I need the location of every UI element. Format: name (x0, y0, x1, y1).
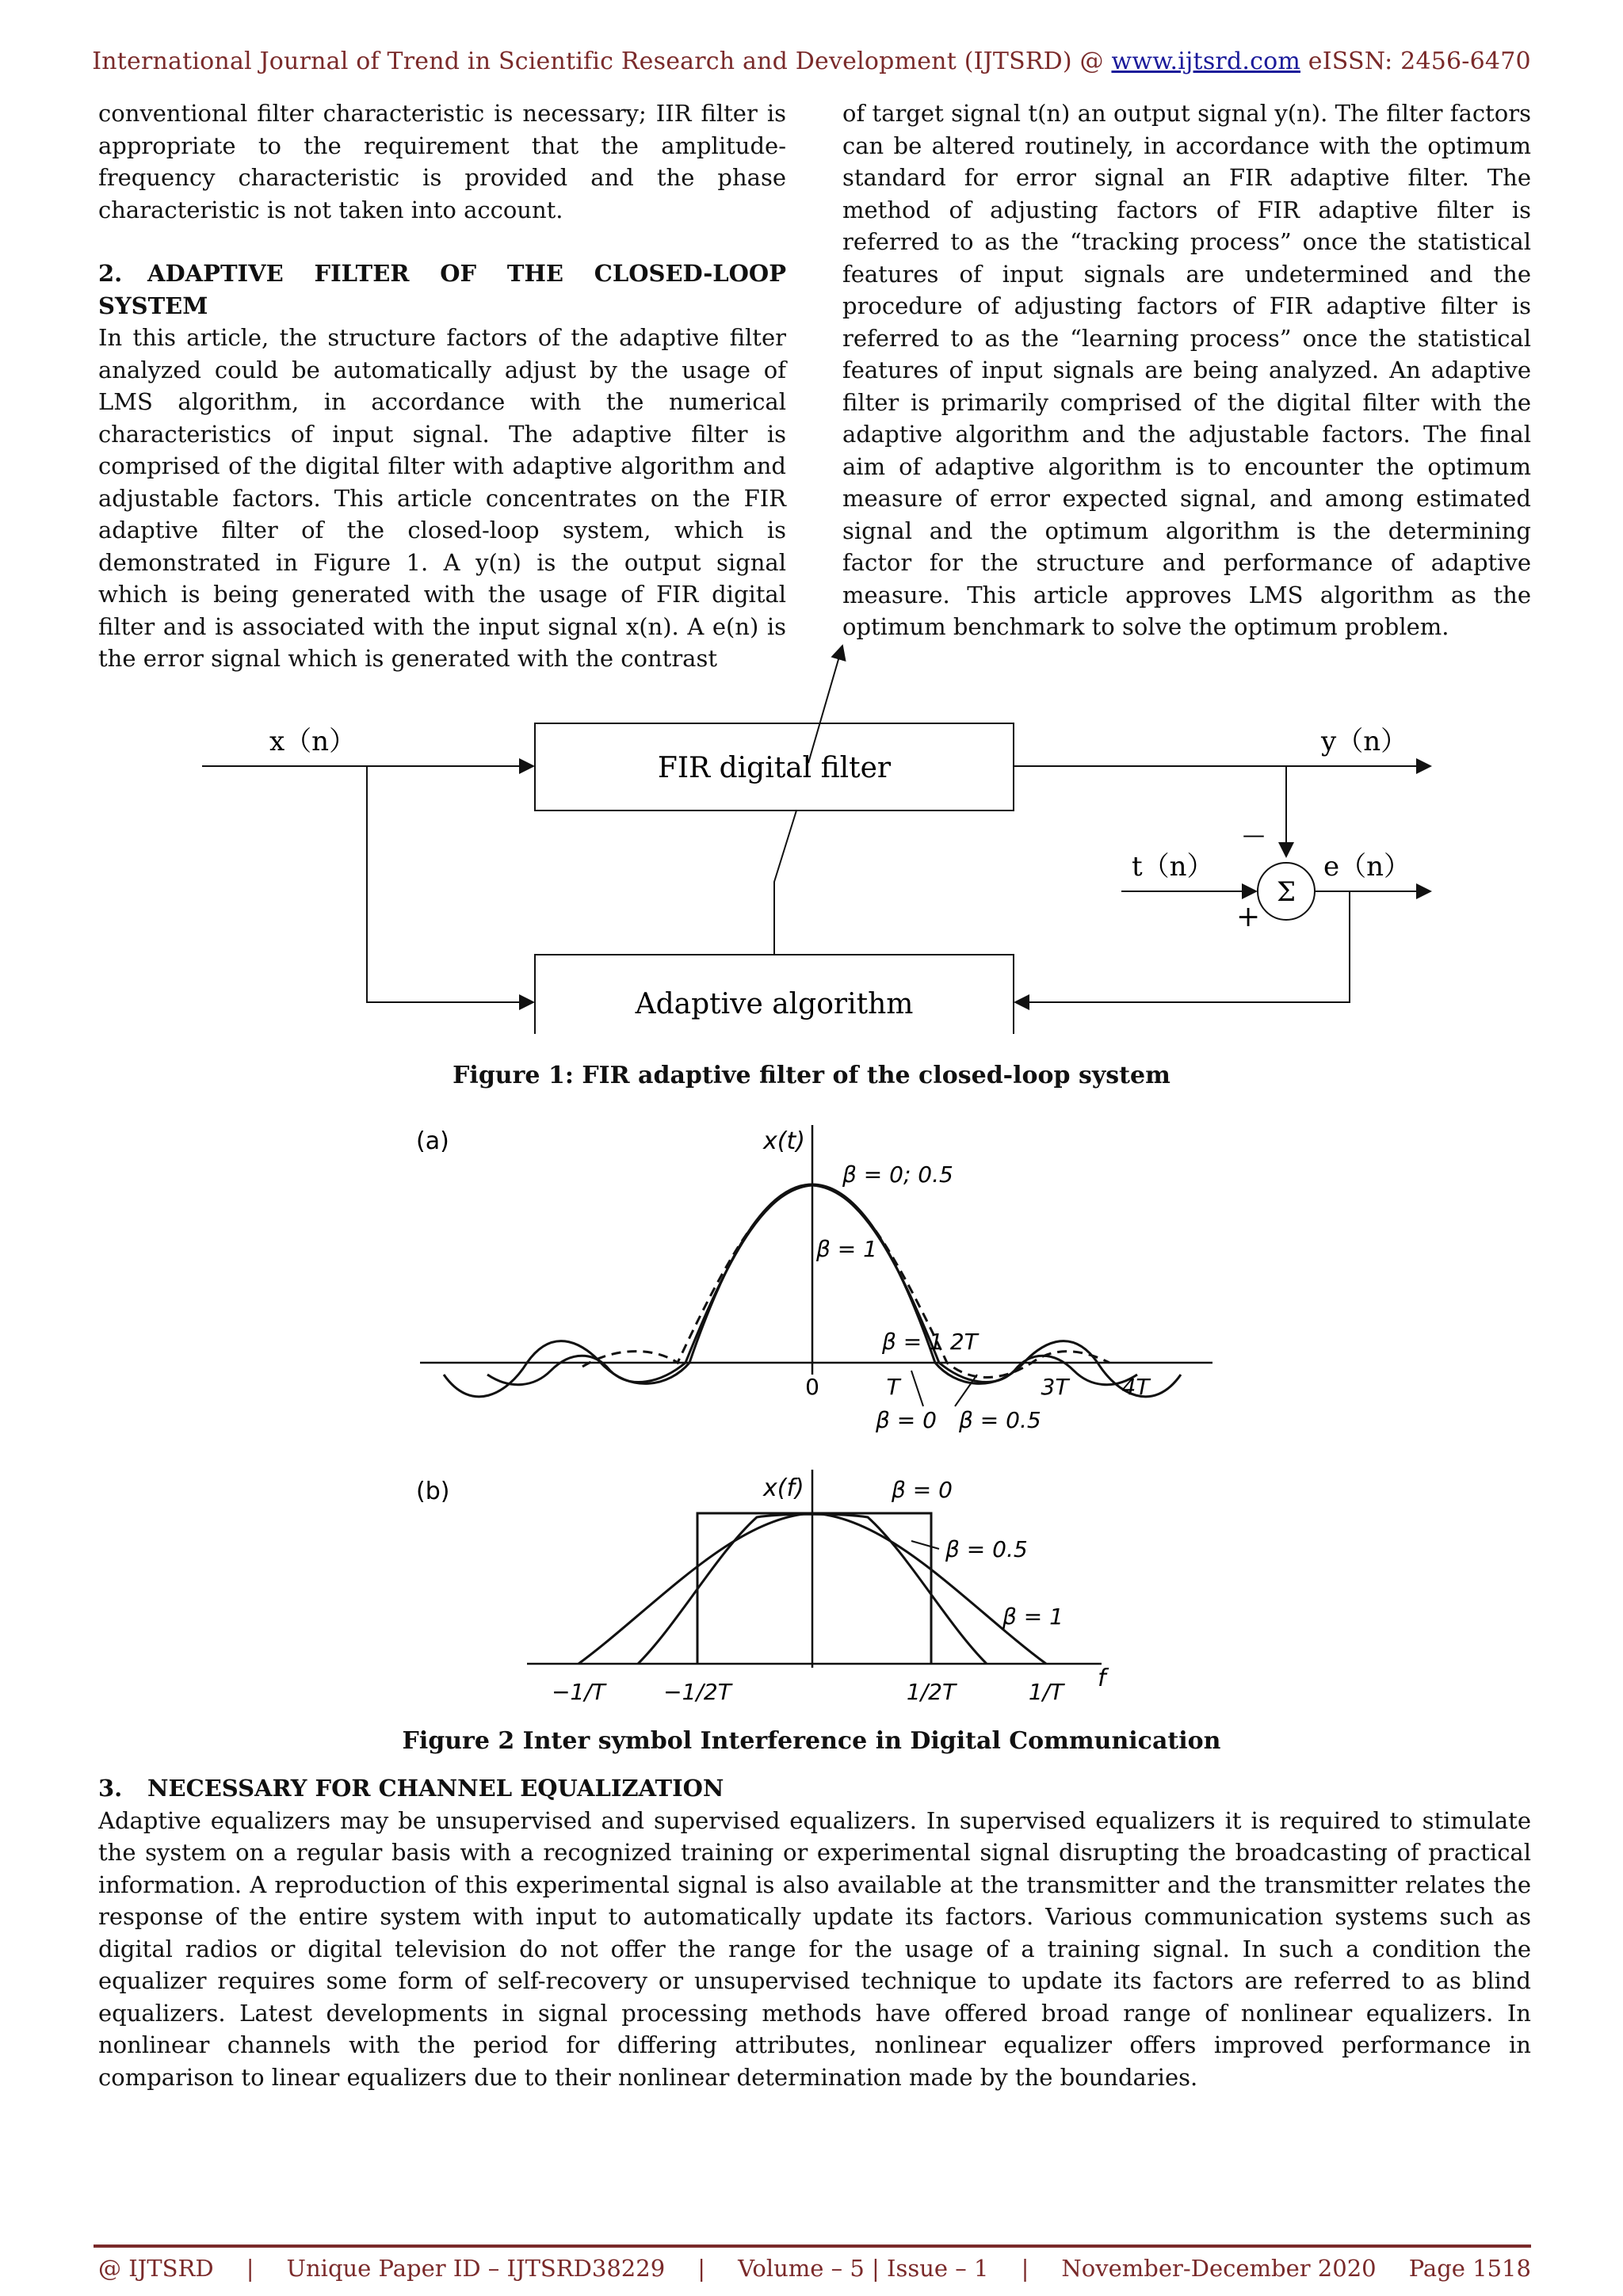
target-signal-label: t（n） (1132, 851, 1214, 883)
adjust-line (774, 810, 796, 955)
footer (98, 2255, 1531, 2282)
input-branch-line (367, 766, 533, 1002)
curve-rect-beta-0 (697, 1513, 931, 1664)
panel-b-x-label: f (1098, 1665, 1106, 1692)
footer-org: @ IJTSRD (98, 2255, 214, 2282)
footer-volume: Volume – 5 | Issue – 1 (738, 2255, 989, 2282)
label-beta-1-2T: β = 1 2T (882, 1329, 978, 1355)
input-signal-label: x（n） (269, 726, 357, 757)
minus-sign: — (1243, 822, 1265, 848)
tick-neg-1-over-2T: −1/2T (663, 1679, 731, 1705)
label-beta-1: β = 1 (816, 1236, 877, 1262)
pointer-beta-0-5-spectrum (911, 1541, 939, 1549)
journal-name: International Journal of Trend in Scientific Research and Development (IJTSRD) @ (92, 48, 1112, 75)
paragraph: Adaptive equalizers may be unsupervised and supervised equalizers. In supervised equalizers it is required to stimulate the system on a regular basis with a recognized training or experimental signal disrupting the broadcasting of practical information. A reproduction of this experimental signal is also available at the transmitter and the transmitter relates the response of the entire system with input to automatically update its factors. Various communication systems such as digital radios or digital television do not offer the range for the usage of a training signal. In such a condition the equalizer requires some form of self-recovery or unsupervised technique to update its factors are referred to as blind equalizers. Latest developments in signal processing methods have offered broad range of nonlinear equalizers. In nonlinear channels with the period for differing attributes, nonlinear equalizer offers improved performance in comparison to linear equalizers due to their nonlinear determination made by the boundaries. (98, 1806, 1531, 2091)
section-number: 2. (98, 260, 123, 287)
tick-3T: 3T (1041, 1374, 1069, 1400)
label-beta-0-5-bottom: β = 0.5 (959, 1407, 1041, 1433)
footer-rule (94, 2245, 1531, 2248)
tick-pos-1-over-2T: 1/2T (906, 1679, 957, 1705)
section-title: ADAPTIVE FILTER OF THE CLOSED-LOOP SYSTEM (98, 260, 786, 319)
paragraph: conventional filter characteristic is necessary; IIR filter is appropriate to the requirement that the amplitude-frequency characteristic is provided and the phase characteristic is not taken into account. (98, 100, 786, 223)
fir-filter-label: FIR digital filter (657, 752, 892, 784)
adaptive-algorithm-label: Adaptive algorithm (635, 988, 914, 1020)
plus-sign: + (1236, 901, 1261, 933)
section-heading (98, 257, 786, 322)
adjust-arrow (808, 646, 842, 763)
label-beta-0-bottom: β = 0 (876, 1407, 937, 1433)
running-header (0, 48, 1623, 75)
section-heading (98, 1772, 1531, 1805)
panel-a-tag: (a) (416, 1127, 449, 1155)
footer-separator: | (1021, 2255, 1029, 2282)
footer-paper-id: Unique Paper ID – IJTSRD38229 (286, 2255, 666, 2282)
tick-pos-1-over-T: 1/T (1028, 1679, 1064, 1705)
footer-separator: | (246, 2255, 254, 2282)
label-beta-1-spectrum: β = 1 (1002, 1604, 1064, 1630)
error-feedback-line (1015, 891, 1350, 1002)
journal-url-link[interactable]: www.ijtsrd.com (1111, 48, 1301, 75)
curve-beta-1 (582, 1185, 1109, 1378)
figure2-plot (400, 1109, 1224, 1727)
figure1-caption: Figure 1: FIR adaptive filter of the closed-loop system (453, 1062, 1170, 1089)
label-beta-0-0-5: β = 0; 0.5 (842, 1161, 953, 1188)
label-beta-0-5-spectrum: β = 0.5 (945, 1536, 1028, 1562)
paragraph: In this article, the structure factors of the adaptive filter analyzed could be automatically adjust by the usage of LMS algorithm, in accordance with the numerical characteristics of input signal. The adaptive filter is comprised of the digital filter with adaptive algorithm and adjustable factors. This article concentrates on the FIR adaptive filter of the closed-loop system, which is demonstrated in Figure 1. A y(n) is the output signal which is being generated with the usage of FIR digital filter and is associated with the input signal x(n). A e(n) is the error signal which is generated with the contrast (98, 324, 786, 672)
figure1-diagram (190, 630, 1458, 1034)
right-column (842, 97, 1531, 643)
paragraph: of target signal t(n) an output signal y(n). The filter factors can be altered routinely, in accordance with the optimum standard for error signal an FIR adaptive filter. The method of adjusting factors of FIR adaptive filter is referred to as the “tracking process” once the statistical features of input signals are undetermined and the procedure of adjusting factors of FIR adaptive filter is referred to as the “learning process” once the statistical features of input signals are being analyzed. An adaptive filter is primarily comprised of the digital filter with the adaptive algorithm and the adjustable factors. The final aim of adaptive algorithm is to encounter the optimum measure of error expected signal, and among estimated signal and the optimum algorithm is the determining factor for the structure and performance of adaptive measure. This article approves LMS algorithm as the optimum benchmark to solve the optimum problem. (842, 100, 1531, 640)
tick-4T: 4T (1121, 1374, 1150, 1400)
left-column (98, 97, 786, 675)
tick-T: T (886, 1374, 900, 1400)
panel-b-y-label: x(f) (763, 1474, 804, 1502)
summation-symbol: Σ (1276, 876, 1296, 908)
label-beta-0-spectrum: β = 0 (892, 1477, 953, 1503)
section-number: 3. (98, 1775, 123, 1802)
tick-0: 0 (805, 1374, 819, 1400)
panel-b-tag: (b) (416, 1478, 450, 1505)
footer-page: Page 1518 (1408, 2255, 1531, 2282)
footer-date: November-December 2020 (1061, 2255, 1377, 2282)
panel-a-y-label: x(t) (763, 1127, 805, 1155)
tick-neg-1-over-T: −1/T (552, 1679, 605, 1705)
error-signal-label: e（n） (1323, 851, 1411, 883)
section3 (98, 1772, 1531, 2093)
figure2-caption: Figure 2 Inter symbol Interference in Digital Communication (402, 1727, 1221, 1755)
footer-separator: | (697, 2255, 705, 2282)
issn: eISSN: 2456-6470 (1300, 48, 1531, 75)
pointer-beta-0 (911, 1371, 923, 1406)
output-signal-label: y（n） (1321, 726, 1408, 757)
section-title: NECESSARY FOR CHANNEL EQUALIZATION (147, 1775, 724, 1802)
